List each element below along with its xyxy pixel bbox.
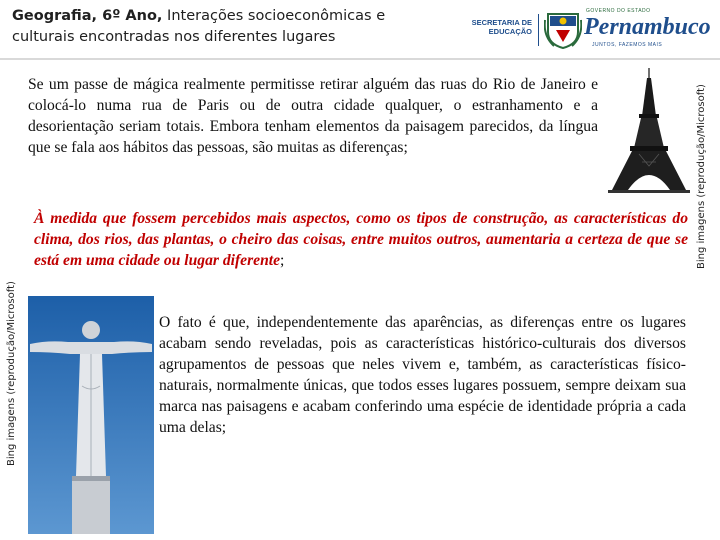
image-credit-christ: Bing imagens (reprodução/Microsoft) <box>6 281 17 467</box>
paragraph-highlight-end: ; <box>280 252 285 269</box>
eiffel-tower-icon <box>604 66 694 196</box>
title-topic: Interações socioeconômicas e culturais encontradas nos diferentes lugares <box>12 8 386 45</box>
government-logo <box>470 8 711 52</box>
brand-name: Pernambuco <box>584 14 711 40</box>
slide-header <box>0 0 720 58</box>
paragraph-conclusion: O fato é que, independentemente das aparências, as diferenças entre os lugares acabam sendo reveladas, pois as características histórico-culturais dos diversos agrupamentos de pessoas que neles vivem e, também, as características físico-naturais, normalmente únicas, que todos esses lugares possuem, sempre deixam sua marca nas paisagens e acabam conferindo uma espécie de identidade própria a cada uma delas; <box>159 314 686 436</box>
pernambuco-crest-icon <box>544 10 582 50</box>
brand-top-label: GOVERNO DO ESTADO <box>586 8 651 14</box>
logo-divider <box>538 14 539 46</box>
christ-the-redeemer-icon <box>28 296 154 534</box>
paragraph-highlight-text: À medida que fossem percebidos mais aspectos, como os tipos de construção, as características do clima, dos rios, das plantas, o cheiro das coisas, entre muitos outros, aumentaria a certeza de que se está em uma cidade ou lugar diferente <box>34 210 688 269</box>
image-credit-eiffel: Bing imagens (reprodução/Microsoft) <box>696 84 707 270</box>
title-subject: Geografia, 6º Ano, <box>12 8 163 24</box>
secretaria-label: SECRETARIA DE EDUCAÇÃO <box>471 18 532 36</box>
paragraph-intro: Se um passe de mágica realmente permitisse retirar alguém das ruas do Rio de Janeiro e colocá-lo numa rua de Paris ou de outra cidade qualquer, o estranhamento e a desorientação seriam totais. Embora tenham elementos da paisagem parecidos, da língua que se fala aos hábitos das pessoas, são muitas as diferenças; <box>28 76 598 156</box>
brand-slogan: JUNTOS, FAZEMOS MAIS <box>592 42 663 48</box>
header-divider <box>0 58 720 60</box>
slide-title <box>12 6 412 48</box>
paragraph-highlight <box>34 208 688 271</box>
